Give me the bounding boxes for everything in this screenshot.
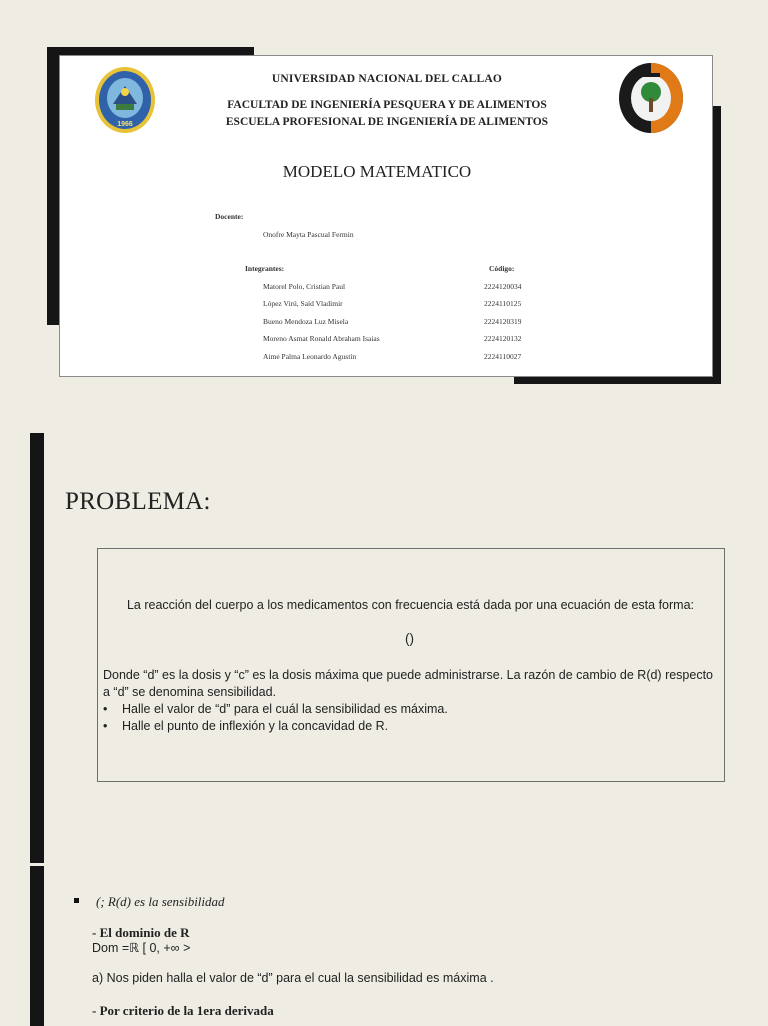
sensitivity-note: (; R(d) es la sensibilidad: [96, 894, 225, 909]
member-code: 2224120132: [484, 334, 522, 343]
problem-equation: (): [405, 631, 414, 646]
member-name: Aime Palma Leonardo Agustín: [263, 352, 357, 361]
cover-page: [59, 55, 713, 377]
member-code: 2224110125: [484, 299, 522, 308]
criterion-heading: - Por criterio de la 1era derivada: [92, 1003, 274, 1018]
codigo-label: Código:: [489, 264, 515, 273]
member-code: 2224110027: [484, 352, 522, 361]
problem-statement-box: [97, 548, 725, 782]
part-a-text: a) Nos piden halla el valor de “d” para el cual la sensibilidad es máxima .: [92, 971, 494, 985]
problem-description: Donde “d” es la dosis y “c” es la dosis máxima que puede administrarse. La razón de cambio de R(d) respecto a “d” se denomina sensibilidad.: [103, 668, 714, 699]
cover-title: MODELO MATEMATICO: [282, 162, 472, 181]
member-code: 2224120034: [484, 282, 522, 291]
faculty-seal-icon: [618, 62, 684, 134]
domain-value: Dom =ℝ [ 0, +∞ >: [92, 941, 191, 955]
seal-year: 1966: [117, 121, 133, 128]
member-code: 2224120319: [484, 317, 522, 326]
decor-bar-right: [713, 106, 721, 384]
university-name: UNIVERSIDAD NACIONAL DEL CALLAO: [271, 73, 503, 85]
list-item: • Halle el valor de “d” para el cuál la sensibilidad es máxima.: [103, 701, 448, 718]
square-bullet-icon: [74, 898, 79, 903]
member-name: Moreno Asmat Ronald Abraham Isaias: [263, 334, 380, 343]
list-item: • Halle el punto de inflexión y la concavidad de R.: [103, 718, 448, 735]
docente-label: Docente:: [215, 212, 244, 221]
problem-task-list: [103, 701, 448, 735]
problem-intro: La reacción del cuerpo a los medicamentos con frecuencia está dada por una ecuación de esta forma:: [126, 598, 694, 612]
member-name: Matorel Polo, Cristian Paul: [263, 282, 346, 291]
school-name: ESCUELA PROFESIONAL DE INGENIERÍA DE ALIMENTOS: [225, 116, 549, 128]
faculty-name: FACULTAD DE INGENIERÍA PESQUERA Y DE ALIMENTOS: [227, 99, 547, 111]
docente-name: Onofre Mayta Pascual Fermin: [263, 230, 354, 239]
member-name: López Virú, Saíd Vladimir: [263, 299, 343, 308]
decor-bar-left: [47, 47, 59, 325]
decor-bar-bottom: [514, 376, 721, 384]
slide-accent-bar: [30, 866, 44, 1026]
problem-heading: PROBLEMA:: [65, 488, 211, 515]
domain-heading: - El dominio de R: [92, 925, 190, 940]
integrantes-label: Integrantes:: [245, 264, 285, 273]
member-name: Bueno Mendoza Luz Misela: [263, 317, 349, 326]
slide-accent-bar: [30, 433, 44, 863]
